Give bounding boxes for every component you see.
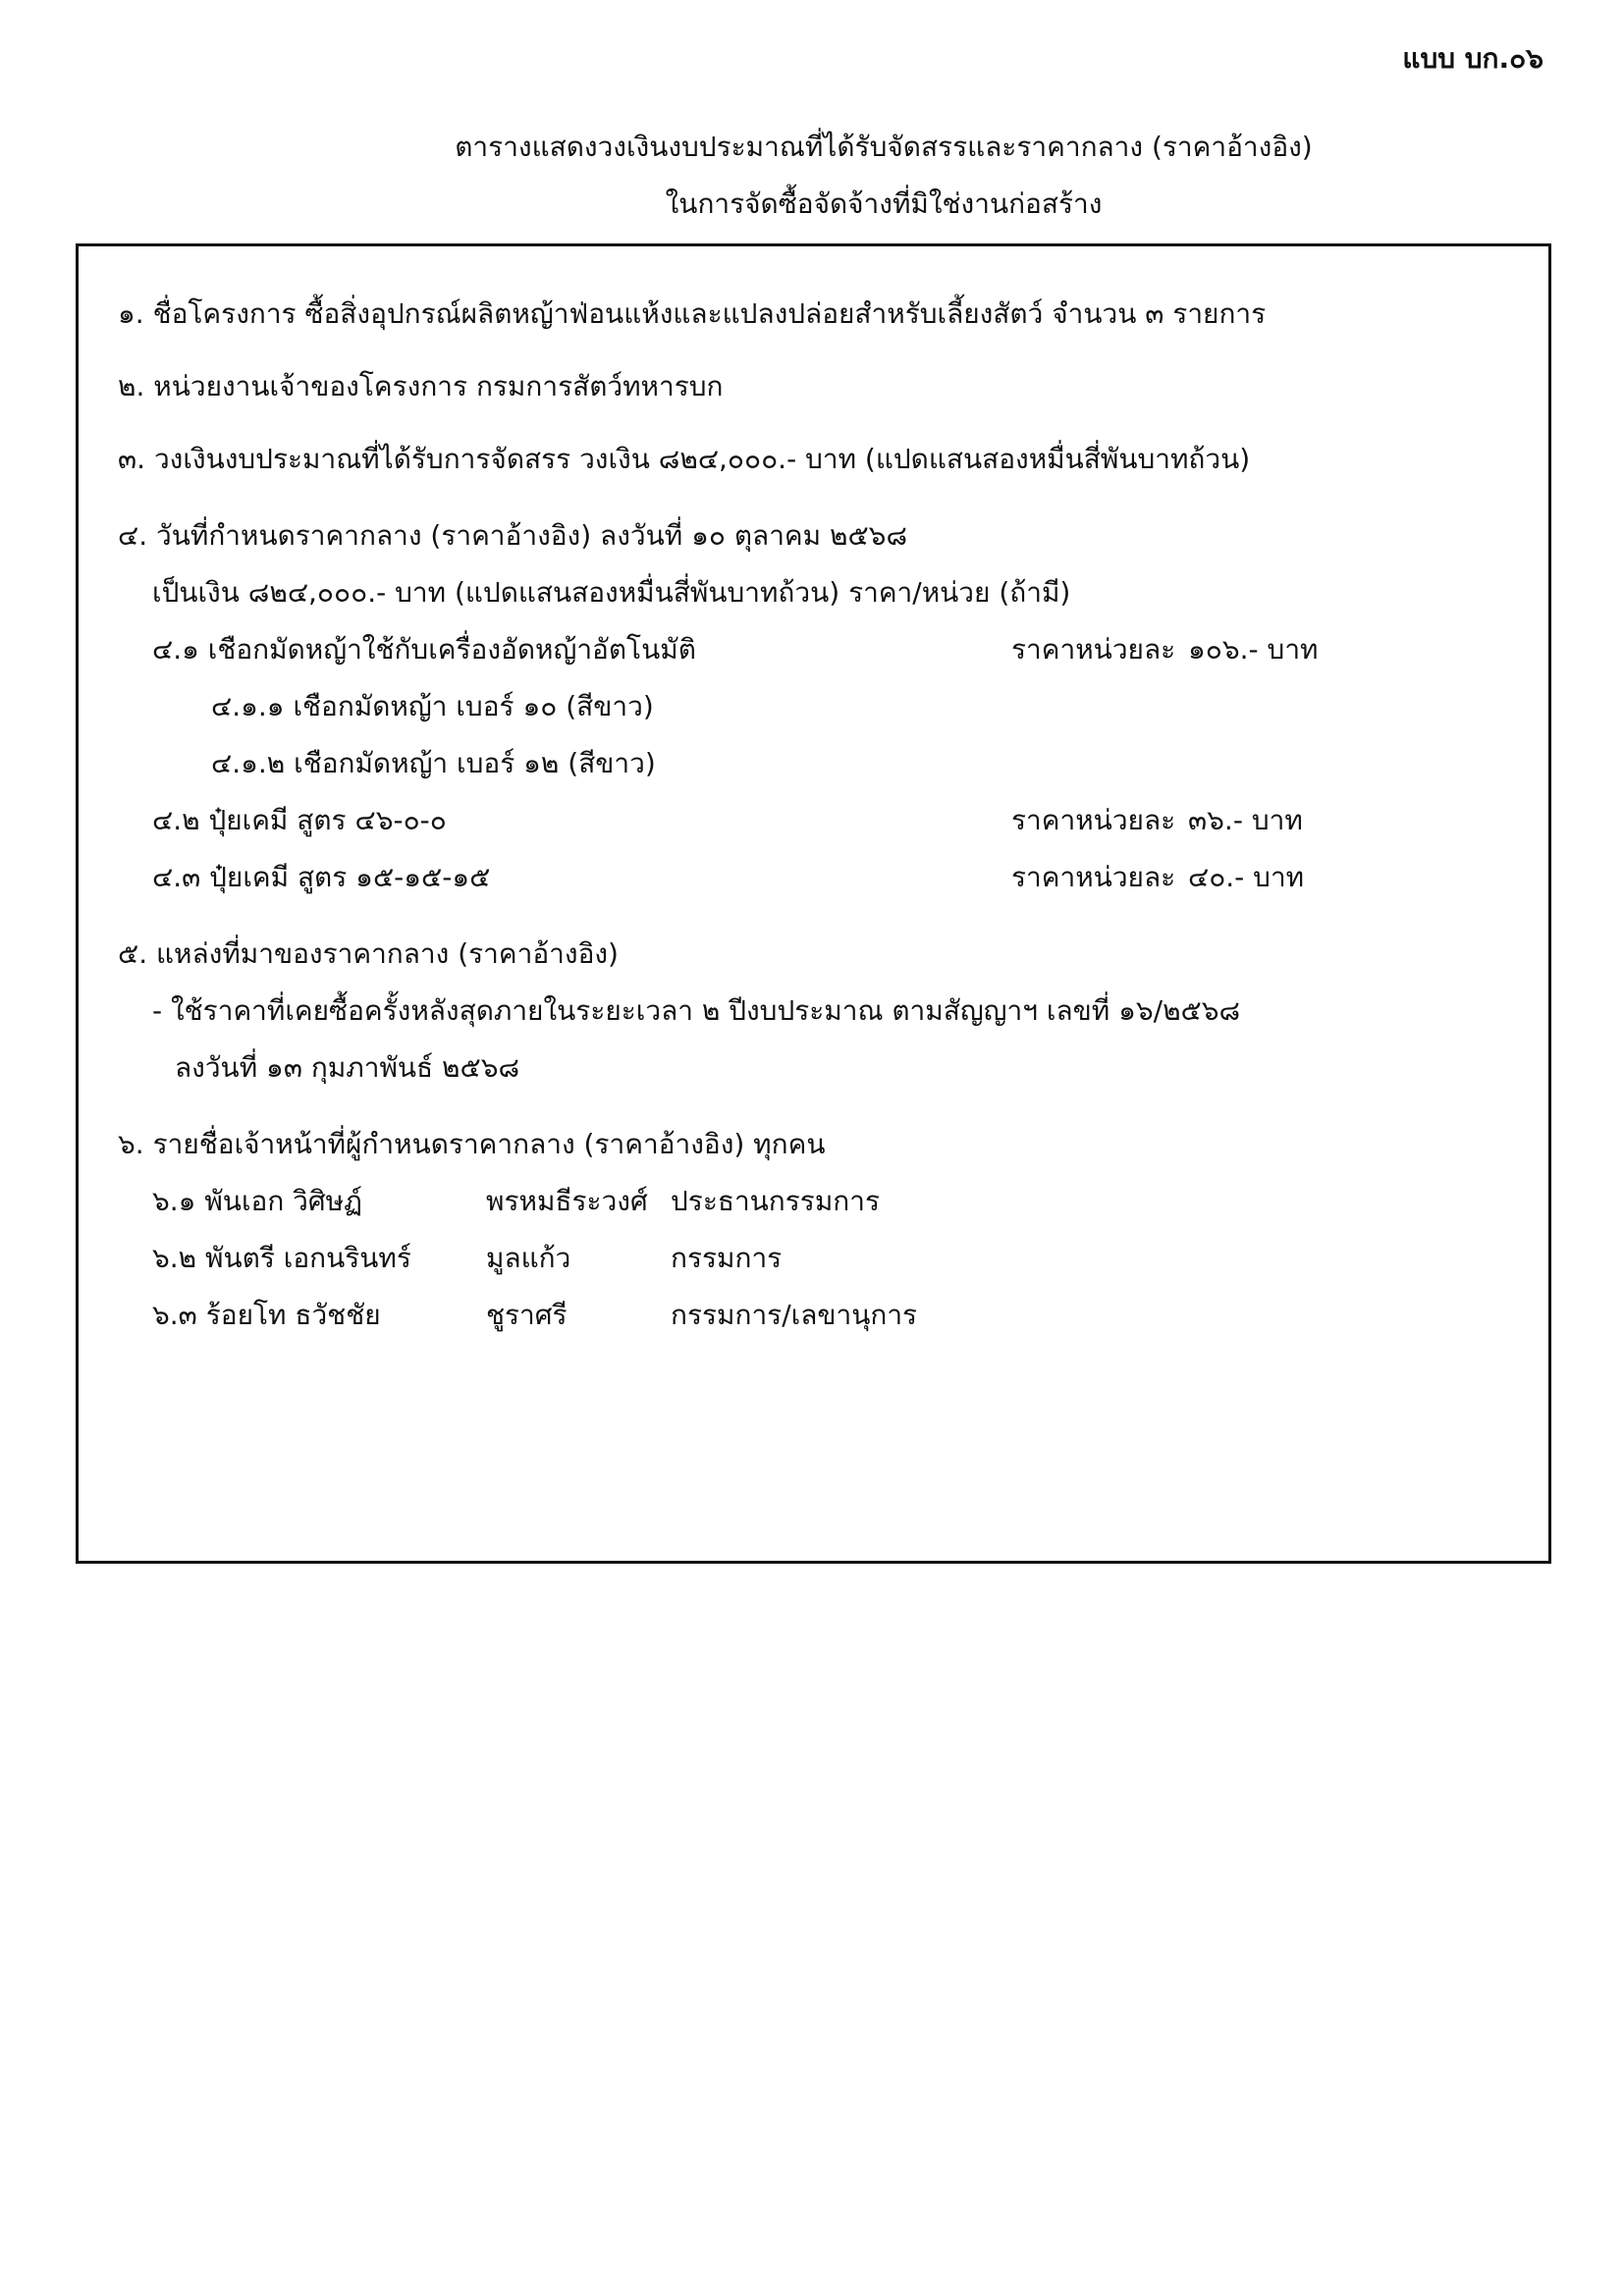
sub-item-price	[1011, 856, 1305, 899]
form-code: แบบ บก.๐๖	[1402, 42, 1543, 75]
price-label: ราคาหน่วยละ	[1011, 861, 1176, 893]
reference-amount: เป็นเงิน ๘๒๔,๐๐๐.- บาท (แปดแสนสองหมื่นสี่พันบาทถ้วน) ราคา/หน่วย (ถ้ามี)	[152, 576, 1071, 609]
price-value: ๔๐.- บาท	[1188, 861, 1305, 893]
member-surname: ชูราศรี	[486, 1299, 568, 1331]
price-label: ราคาหน่วยละ	[1011, 633, 1176, 666]
member-role: กรรมการ	[671, 1242, 783, 1274]
member-name: ๖.๓ ร้อยโท ธวัชชัย	[152, 1299, 381, 1331]
sub-item-price	[1011, 799, 1303, 842]
price-label: ราคาหน่วยละ	[1011, 804, 1176, 836]
source-heading: ๕. แหล่งที่มาของราคากลาง (ราคาอ้างอิง)	[118, 937, 619, 970]
project-name: ๑. ชื่อโครงการ ซื้อสิ่งอุปกรณ์ผลิตหญ้าฟ่อนแห้งและแปลงปล่อยสำหรับเลี้ยงสัตว์ จำนวน ๓ รายการ	[118, 297, 1267, 330]
document-subtitle: ในการจัดซื้อจัดจ้างที่มิใช่งานก่อสร้าง	[665, 187, 1103, 220]
member-surname: มูลแก้ว	[486, 1242, 571, 1274]
source-line: - ใช้ราคาที่เคยซื้อครั้งหลังสุดภายในระยะเวลา ๒ ปีงบประมาณ ตามสัญญาฯ เลขที่ ๑๖/๒๕๖๘	[152, 994, 1241, 1027]
sub-item-price	[1011, 628, 1319, 671]
member-role: กรรมการ/เลขานุการ	[671, 1299, 918, 1331]
sub-item-label: ๔.๑ เชือกมัดหญ้าใช้กับเครื่องอัดหญ้าอัตโนมัติ	[152, 633, 696, 666]
owner-unit: ๒. หน่วยงานเจ้าของโครงการ กรมการสัตว์ทหารบก	[118, 370, 724, 402]
sub-item-label: ๔.๑.๒ เชือกมัดหญ้า เบอร์ ๑๒ (สีขาว)	[211, 747, 656, 779]
committee-heading: ๖. รายชื่อเจ้าหน้าที่ผู้กำหนดราคากลาง (ราคาอ้างอิง) ทุกคน	[118, 1128, 826, 1160]
sub-item-label: ๔.๓ ปุ๋ยเคมี สูตร ๑๕-๑๕-๑๕	[152, 861, 491, 893]
member-role: ประธานกรรมการ	[671, 1185, 881, 1217]
price-value: ๓๖.- บาท	[1188, 804, 1303, 836]
reference-date: ๔. วันที่กำหนดราคากลาง (ราคาอ้างอิง) ลงวันที่ ๑๐ ตุลาคม ๒๕๖๘	[118, 519, 908, 552]
member-surname: พรหมธีระวงศ์	[486, 1185, 648, 1217]
sub-item-label: ๔.๑.๑ เชือกมัดหญ้า เบอร์ ๑๐ (สีขาว)	[211, 690, 654, 722]
member-name: ๖.๒ พันตรี เอกนรินทร์	[152, 1242, 411, 1274]
sub-item-label: ๔.๒ ปุ๋ยเคมี สูตร ๔๖-๐-๐	[152, 804, 447, 836]
source-line: ลงวันที่ ๑๓ กุมภาพันธ์ ๒๕๖๘	[175, 1051, 520, 1084]
member-name: ๖.๑ พันเอก วิศิษฏ์	[152, 1185, 362, 1217]
document-title: ตารางแสดงวงเงินงบประมาณที่ได้รับจัดสรรและราคากลาง (ราคาอ้างอิง)	[455, 131, 1313, 163]
price-value: ๑๐๖.- บาท	[1188, 633, 1319, 666]
budget-line: ๓. วงเงินงบประมาณที่ได้รับการจัดสรร วงเงิน ๘๒๔,๐๐๐.- บาท (แปดแสนสองหมื่นสี่พันบาทถ้วน)	[118, 443, 1251, 475]
